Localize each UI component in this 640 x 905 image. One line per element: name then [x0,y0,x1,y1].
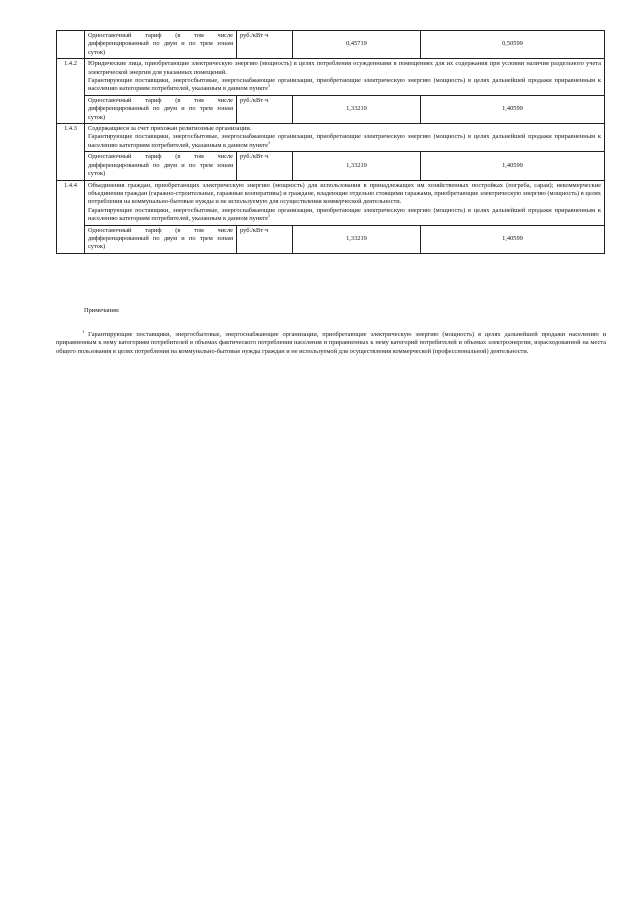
unit: руб./кВт·ч [237,225,293,253]
section-description [85,59,605,96]
tariff-document [56,30,606,254]
tariff-table [56,30,605,254]
unit: руб./кВт·ч [237,95,293,123]
section-row [57,124,605,152]
footnote-text [56,328,606,357]
supplier-text: Гарантирующие поставщики, энергосбытовые, энергоснабжающие организации, приобретающие электрическую энергию (мощность) в целях дальнейшей продажи приравненным к населению категориям потребителей, указанным в данном пункте [88,77,601,93]
table-row [57,95,605,123]
supplier-category [88,133,601,150]
consumer-category: Содержащиеся за счет прихожан религиозные организации. [88,125,252,133]
notes-title: Примечания: [84,307,120,314]
tariff-value-first-half: 1,33219 [293,225,421,253]
tariff-name: Одноставочный тариф (в том числе дифференцированный по двум и по трем зонам суток) [85,95,237,123]
tariff-name: Одноставочный тариф (в том числе дифференцированный по двум и по трем зонам суток) [85,152,237,180]
tariff-value-first-half: 0,45719 [293,31,421,59]
table-row [57,225,605,253]
section-row [57,59,605,96]
consumer-category: Объединения граждан, приобретающих электрическую энергию (мощность) для использования в принадлежащих им хозяйственных постройках (погреба, сараи); некоммерческие объединения граждан (гаражно-строительные, гаражные кооперативы) и граждане, владеющие отдельно стоящими гаражами, приобретающие электрическую энергию (мощность) в целях потребления на коммунально-бытовые нужды и не используемую для осуществления коммерческой деятельности. [88,181,601,206]
tariff-value-first-half: 1,33219 [293,95,421,123]
footnote-mark: 1 [267,83,271,89]
footnote-mark: 1 [82,328,85,334]
unit: руб./кВт·ч [237,152,293,180]
table-row [57,31,605,59]
supplier-category [88,77,601,94]
supplier-category [88,207,601,224]
tariff-value-second-half: 1,40599 [421,225,605,253]
section-description [85,180,605,225]
tariff-value-second-half: 1,40599 [421,152,605,180]
footnote-mark: 1 [267,139,271,145]
section-number: 1.4.4 [57,180,85,253]
consumer-category: Юридические лица, приобретающие электрическую энергию (мощность) в целях потребления осужденными в помещениях для их содержания при условии наличия раздельного учета электрической энергии для указанных помещений. [88,60,601,76]
notes-section [56,307,606,356]
tariff-value-first-half: 1,33219 [293,152,421,180]
tariff-name: Одноставочный тариф (в том числе дифференцированный по двум и по трем зонам суток) [85,31,237,59]
row-number [57,31,85,59]
tariff-name: Одноставочный тариф (в том числе дифференцированный по двум и по трем зонам суток) [85,225,237,253]
footnote-body: Гарантирующие поставщики, энергосбытовые, энергоснабжающие организации, приобретающие электрическую энергию (мощность) в целях дальнейшей продажи населению и приравненным к нему категориям потребителей в объемах фактического потребления населения и приравненных к нему категорий потребителей и объемах электроэнергии, израсходованной на места общего пользования в целях потребления на коммунально-бытовые нужды граждан и не используемой для осуществления коммерческой (профессиональной) деятельности. [56,330,606,355]
unit: руб./кВт·ч [237,31,293,59]
supplier-text: Гарантирующие поставщики, энергосбытовые, энергоснабжающие организации, приобретающие электрическую энергию (мощность) в целях дальнейшей продажи приравненным к населению категориям потребителей, указанным в данном пункте [88,133,601,149]
table-row [57,152,605,180]
tariff-value-second-half: 1,40599 [421,95,605,123]
section-row [57,180,605,225]
tariff-value-second-half: 0,50599 [421,31,605,59]
footnote-mark: 1 [267,213,271,218]
section-description [85,124,605,152]
section-number: 1.4.3 [57,124,85,180]
supplier-text: Гарантирующие поставщики, энергосбытовые, энергоснабжающие организации, приобретающие электрическую энергию (мощность) в целях дальнейшей продажи приравненным к населению категориям потребителей, указанным в данном пункте [88,206,601,223]
section-number: 1.4.2 [57,59,85,124]
